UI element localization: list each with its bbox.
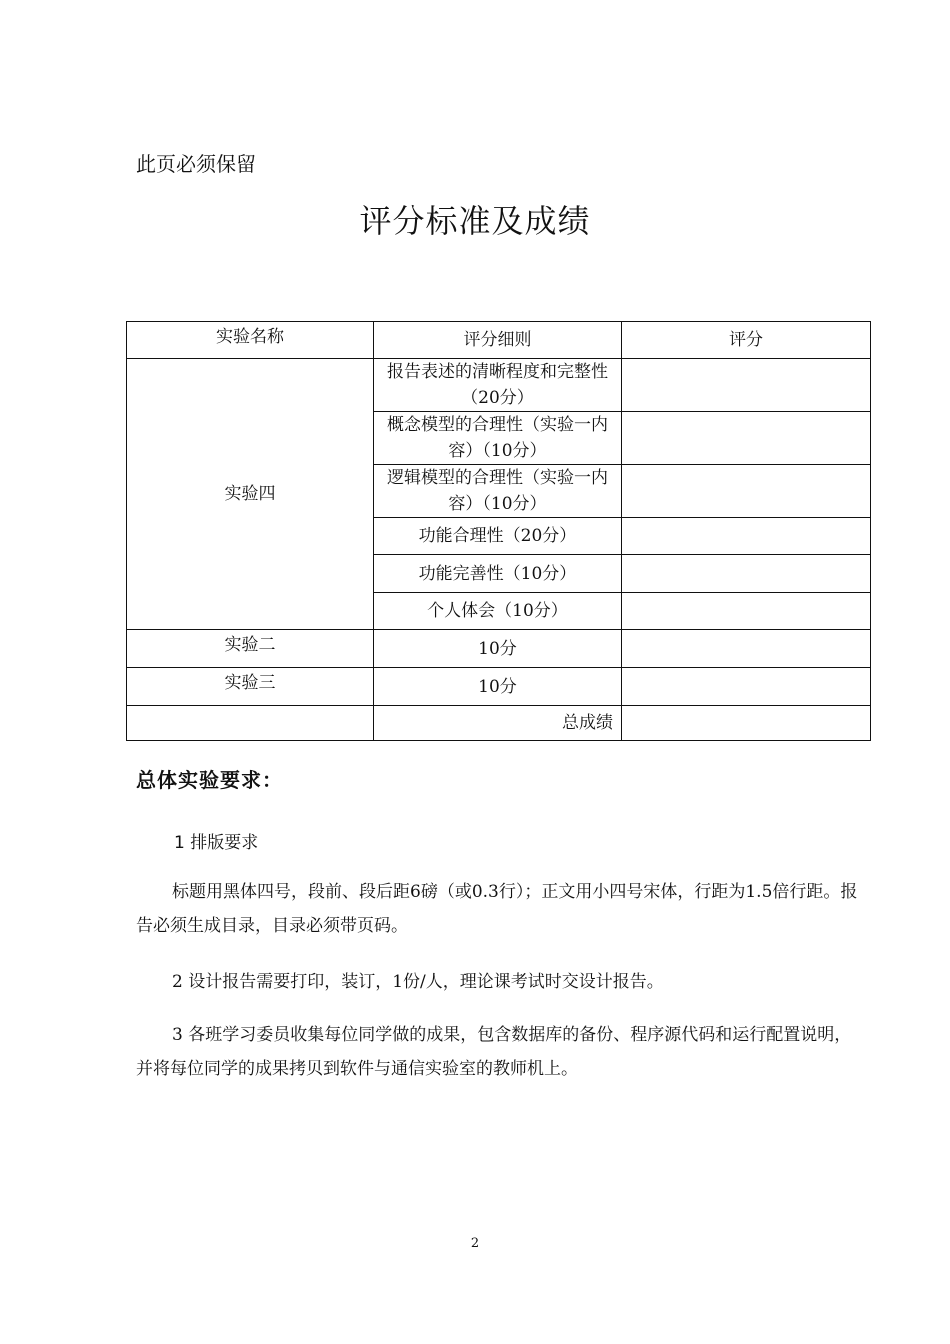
header-experiment-name: 实验名称	[127, 322, 374, 359]
paragraph: 3 各班学习委员收集每位同学做的成果，包含数据库的备份、程序源代码和运行配置说明，并将每位同学的成果拷贝到软件与通信实验室的教师机上。	[136, 1025, 852, 1079]
table-row	[127, 668, 871, 706]
experiment-name-cell: 实验二	[127, 630, 374, 668]
criterion-cell: 个人体会（10分）	[374, 593, 622, 630]
experiment-name-cell: 实验三	[127, 668, 374, 706]
criterion-cell: 逻辑模型的合理性（实验一内容）（10分）	[374, 465, 622, 518]
table-row	[127, 630, 871, 668]
grading-table	[126, 321, 871, 741]
total-label-cell: 总成绩	[374, 706, 622, 741]
header-score: 评分	[622, 322, 871, 359]
score-cell	[622, 359, 871, 412]
page-number: 2	[470, 1236, 480, 1251]
score-cell	[622, 593, 871, 630]
criterion-cell: 概念模型的合理性（实验一内容）（10分）	[374, 412, 622, 465]
total-score-cell	[622, 706, 871, 741]
section-heading: 总体实验要求：	[136, 768, 283, 792]
criterion-cell: 报告表述的清晰程度和完整性（20分）	[374, 359, 622, 412]
score-cell	[622, 555, 871, 593]
paragraph: 标题用黑体四号，段前、段后距6磅（或0.3行）；正文用小四号宋体，行距为1.5倍行距。报告必须生成目录，目录必须带页码。	[136, 882, 858, 936]
score-cell	[622, 668, 871, 706]
keep-page-note: 此页必须保留	[136, 152, 256, 176]
page-title: 评分标准及成绩	[359, 202, 591, 240]
experiment-four-cell: 实验四	[127, 359, 374, 630]
header-criteria: 评分细则	[374, 322, 622, 359]
criterion-cell: 功能合理性（20分）	[374, 518, 622, 555]
total-row	[127, 706, 871, 741]
table-header-row	[127, 322, 871, 359]
paragraph: 2 设计报告需要打印，装订，1份/人，理论课考试时交设计报告。	[172, 972, 664, 992]
score-cell	[622, 630, 871, 668]
score-cell	[622, 412, 871, 465]
criterion-cell: 10分	[374, 668, 622, 706]
criterion-cell: 10分	[374, 630, 622, 668]
criterion-cell: 功能完善性（10分）	[374, 555, 622, 593]
score-cell	[622, 518, 871, 555]
sub-heading: 1 排版要求	[174, 833, 259, 853]
score-cell	[622, 465, 871, 518]
table-row	[127, 359, 871, 412]
empty-cell	[127, 706, 374, 741]
